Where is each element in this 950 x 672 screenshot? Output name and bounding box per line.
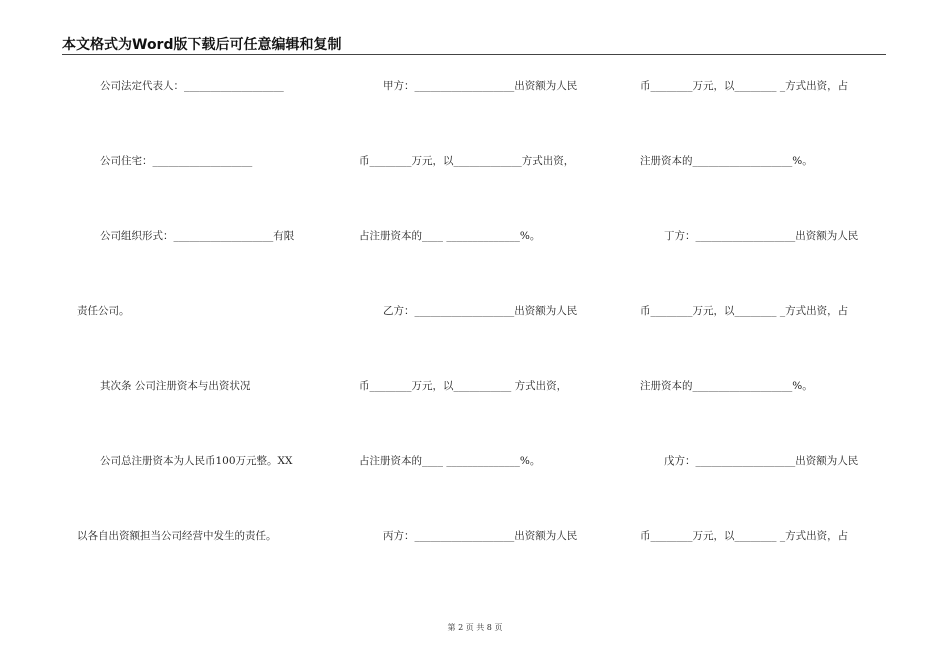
- text-line: 戊方：___________________出资额为人民: [664, 455, 859, 467]
- text-line: 责任公司。: [77, 305, 130, 317]
- text-line: 公司住宅：___________________: [100, 155, 253, 167]
- text-line: 其次条 公司注册资本与出资状况: [100, 380, 251, 392]
- text-line: 占注册资本的____ ______________%。: [359, 455, 541, 467]
- text-line: 以各自出资额担当公司经营中发生的责任。: [77, 530, 277, 542]
- header-title: 本文格式为Word版下载后可任意编辑和复制: [62, 37, 342, 53]
- text-line: 币________万元，以________ _方式出资，占: [640, 80, 849, 92]
- text-line: 公司法定代表人：___________________: [100, 80, 284, 92]
- text-line: 乙方：___________________出资额为人民: [383, 305, 578, 317]
- text-line: 币________万元，以___________ 方式出资，: [359, 380, 568, 392]
- text-line: 占注册资本的____ ______________%。: [359, 230, 541, 242]
- text-line: 甲方：___________________出资额为人民: [383, 80, 578, 92]
- text-line: 丙方：___________________出资额为人民: [383, 530, 578, 542]
- text-line: 币________万元，以_____________方式出资，: [359, 155, 575, 167]
- text-line: 丁方：___________________出资额为人民: [664, 230, 859, 242]
- text-line: 公司组织形式：___________________有限: [100, 230, 295, 242]
- text-line: 币________万元，以________ _方式出资，占: [640, 530, 849, 542]
- page-header: [62, 34, 886, 55]
- text-line: 注册资本的___________________%。: [640, 380, 813, 392]
- text-line: 币________万元，以________ _方式出资，占: [640, 305, 849, 317]
- text-line: 注册资本的___________________%。: [640, 155, 813, 167]
- page-number: 第 2 页 共 8 页: [447, 623, 503, 632]
- text-line: 公司总注册资本为人民币100万元整。XX: [100, 455, 293, 467]
